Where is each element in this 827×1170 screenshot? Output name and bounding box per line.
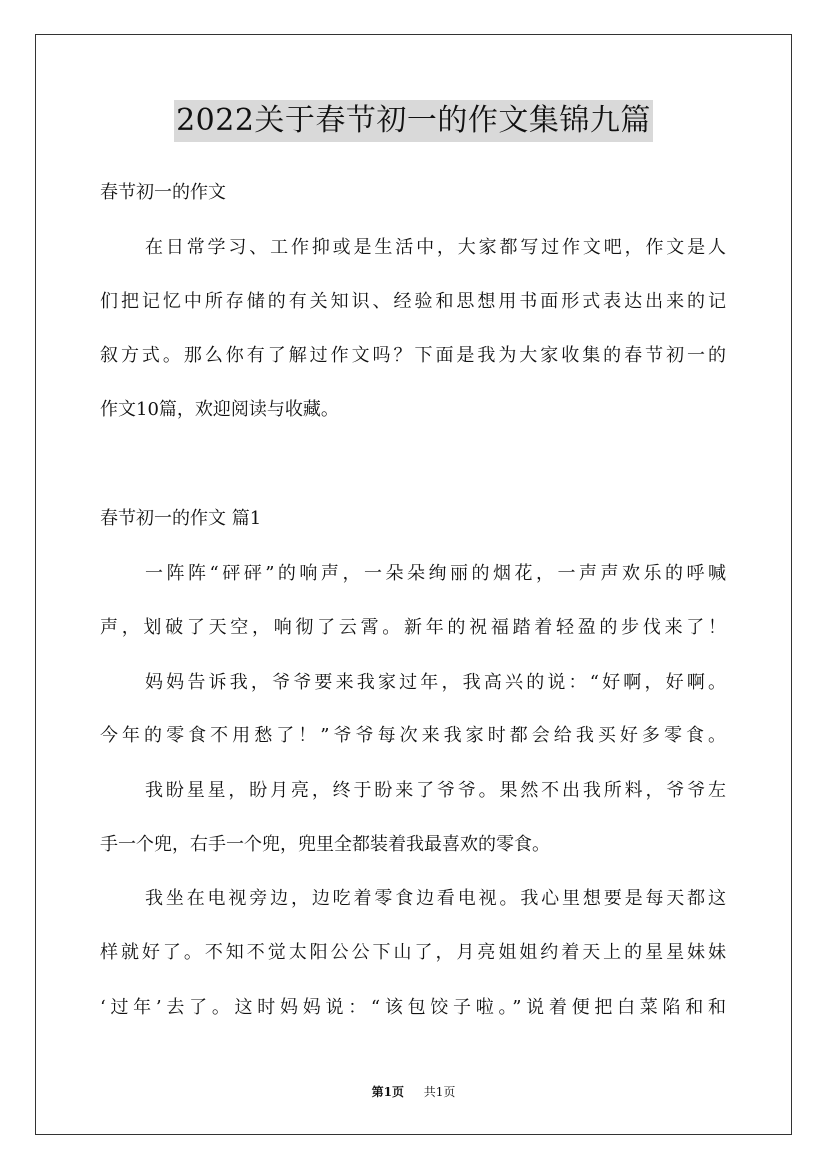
paragraph-line: 手一个兜，右手一个兜，兜里全都装着我最喜欢的零食。 bbox=[100, 834, 550, 855]
paragraph-line: 声，划破了天空，响彻了云霄。新年的祝福踏着轻盈的步伐来了！ bbox=[100, 617, 726, 638]
paragraph-line: ‘过年’去了。这时妈妈说：“该包饺子啦。”说着便把白菜陷和和 bbox=[100, 997, 726, 1018]
paragraph-line: 我坐在电视旁边，边吃着零食边看电视。我心里想要是每天都这 bbox=[145, 888, 726, 909]
section-heading: 春节初一的作文 篇1 bbox=[100, 508, 262, 529]
page-footer bbox=[0, 1084, 827, 1100]
paragraph-line: 叙方式。那么你有了解过作文吗？下面是我为大家收集的春节初一的 bbox=[100, 345, 726, 366]
paragraph-line: 今年的零食不用愁了！”爷爷每次来我家时都会给我买好多零食。 bbox=[100, 725, 726, 746]
title-container bbox=[0, 100, 827, 142]
paragraph-line: 我盼星星，盼月亮，终于盼来了爷爷。果然不出我所料，爷爷左 bbox=[145, 780, 726, 801]
page-number: 第1页 bbox=[371, 1085, 405, 1099]
section-heading: 春节初一的作文 bbox=[100, 182, 226, 203]
page-total: 共1页 bbox=[423, 1085, 456, 1099]
paragraph-line: 样就好了。不知不觉太阳公公下山了，月亮姐姐约着天上的星星妹妹 bbox=[100, 942, 726, 963]
paragraph-line: 妈妈告诉我，爷爷要来我家过年，我高兴的说：“好啊，好啊。 bbox=[145, 672, 726, 693]
paragraph-line: 一阵阵“砰砰”的响声，一朵朵绚丽的烟花，一声声欢乐的呼喊 bbox=[145, 563, 726, 584]
paragraph-line: 作文10篇，欢迎阅读与收藏。 bbox=[100, 399, 339, 420]
paragraph-line: 在日常学习、工作抑或是生活中，大家都写过作文吧，作文是人 bbox=[145, 237, 726, 258]
document-title: 2022关于春节初一的作文集锦九篇 bbox=[174, 100, 653, 142]
paragraph-line: 们把记忆中所存储的有关知识、经验和思想用书面形式表达出来的记 bbox=[100, 291, 726, 312]
